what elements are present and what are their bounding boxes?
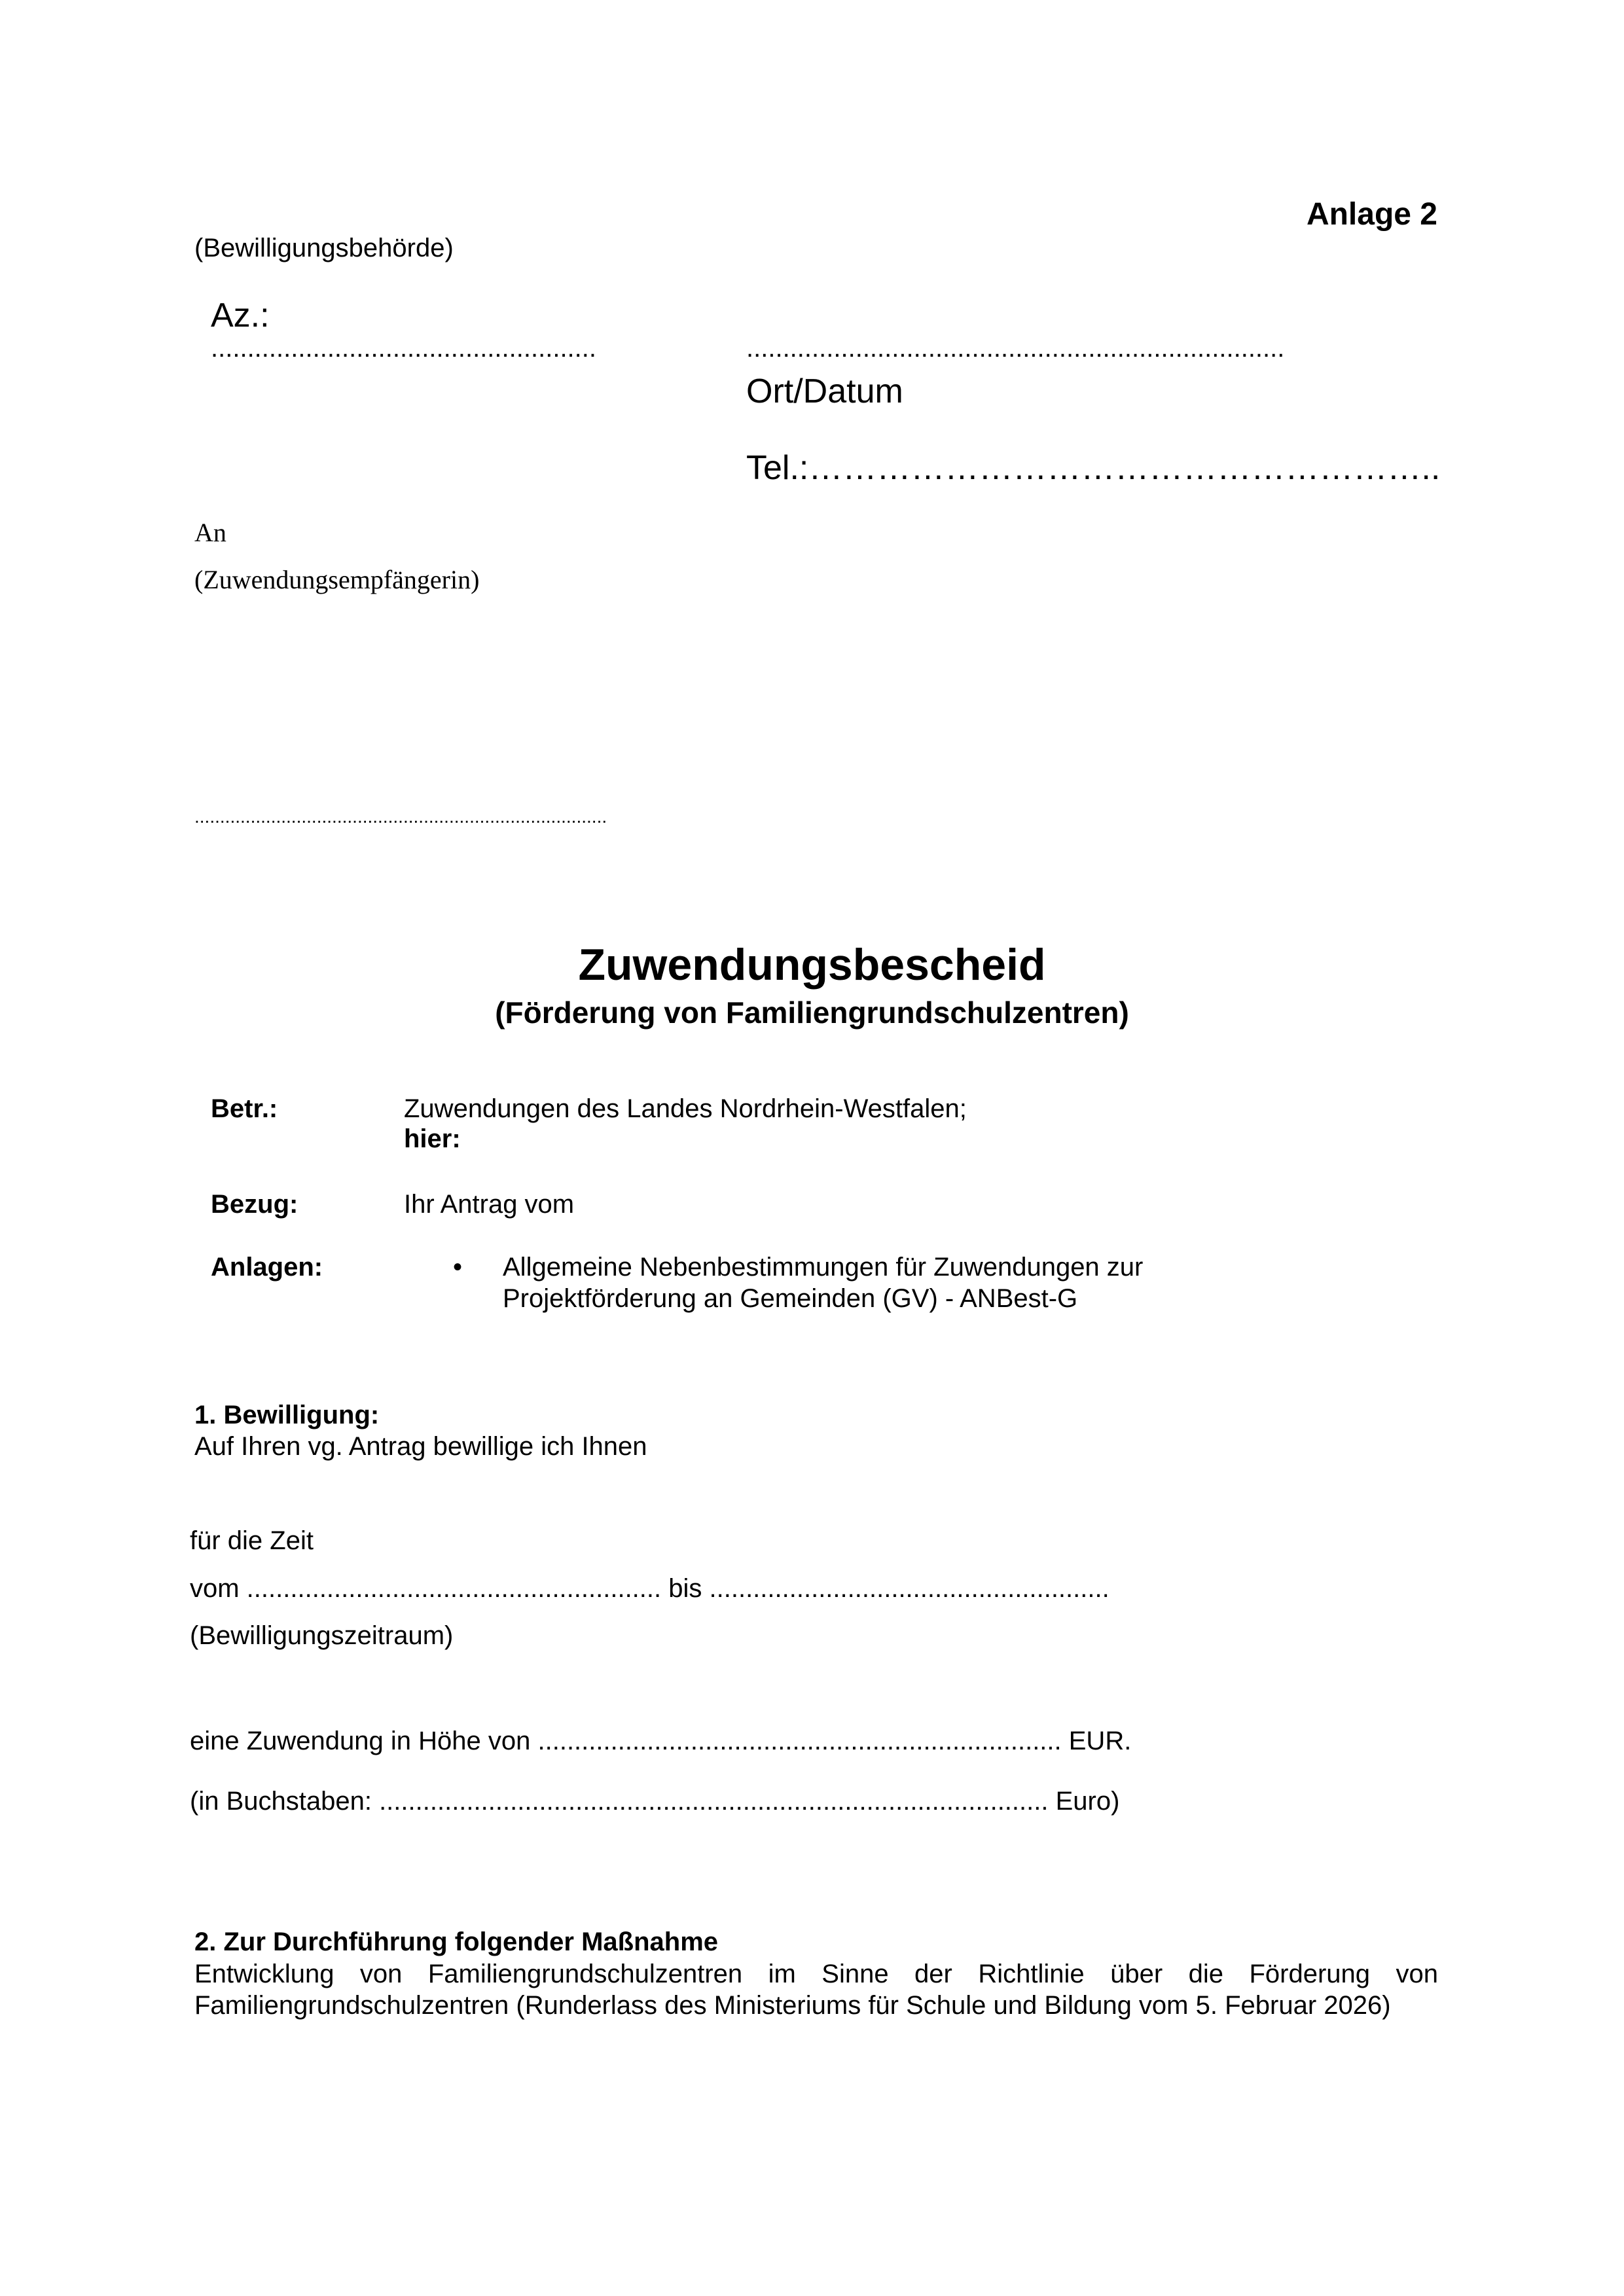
place-date-label: Ort/Datum — [746, 372, 903, 410]
document-subtitle: (Förderung von Familiengrundschulzentren) — [495, 996, 1129, 1030]
subject-here-label: hier: — [404, 1124, 461, 1153]
attachment-bullet-icon: • — [453, 1253, 463, 1282]
addressee-prefix: An — [194, 518, 226, 547]
attachment-line-2: Projektförderung an Gemeinden (GV) - ANBest-G — [503, 1284, 1078, 1313]
reference-value: Ihr Antrag vom — [404, 1190, 575, 1219]
recipient-placeholder: (Zuwendungsempfängerin) — [194, 565, 480, 594]
attachments-label: Anlagen: — [211, 1253, 323, 1282]
reference-label: Bezug: — [211, 1190, 298, 1219]
section-2-text: Entwicklung von Familiengrundschulzentren im Sinne der Richtlinie über die Förderung von Familiengrundschulzentren (Runderlass des Ministeriums für Schule und Bildung vom 5. Februar 2026) — [194, 1960, 1438, 2020]
section-2-heading: 2. Zur Durchführung folgender Maßnahme — [194, 1928, 719, 1956]
attachment-line-1: Allgemeine Nebenbestimmungen für Zuwendungen zur — [503, 1253, 1144, 1282]
amount-in-words-line: (in Buchstaben: ............................................................................................ Euro) — [190, 1787, 1120, 1816]
subject-value: Zuwendungen des Landes Nordrhein-Westfalen; — [404, 1094, 967, 1123]
subject-label: Betr.: — [211, 1094, 278, 1123]
file-number-line: ..................................................... — [211, 334, 597, 363]
document-title: Zuwendungsbescheid — [578, 940, 1046, 990]
authority-placeholder: (Bewilligungsbehörde) — [194, 234, 454, 262]
period-label: für die Zeit — [190, 1526, 314, 1555]
period-line: vom ......................................................... bis ....................................................... — [190, 1574, 1110, 1603]
address-line: ................................................................................. — [194, 806, 607, 827]
place-date-line: .......................................................................... — [746, 334, 1285, 363]
section-1-heading: 1. Bewilligung: — [194, 1401, 380, 1429]
annex-label: Anlage 2 — [1306, 197, 1437, 232]
period-note: (Bewilligungszeitraum) — [190, 1621, 454, 1650]
amount-line: eine Zuwendung in Höhe von ........................................................................ EUR. — [190, 1727, 1132, 1755]
telephone-line: Tel.:……………………………………………….. — [746, 449, 1441, 487]
section-1-intro: Auf Ihren vg. Antrag bewillige ich Ihnen — [194, 1432, 647, 1461]
file-number-label: Az.: — [211, 296, 270, 334]
